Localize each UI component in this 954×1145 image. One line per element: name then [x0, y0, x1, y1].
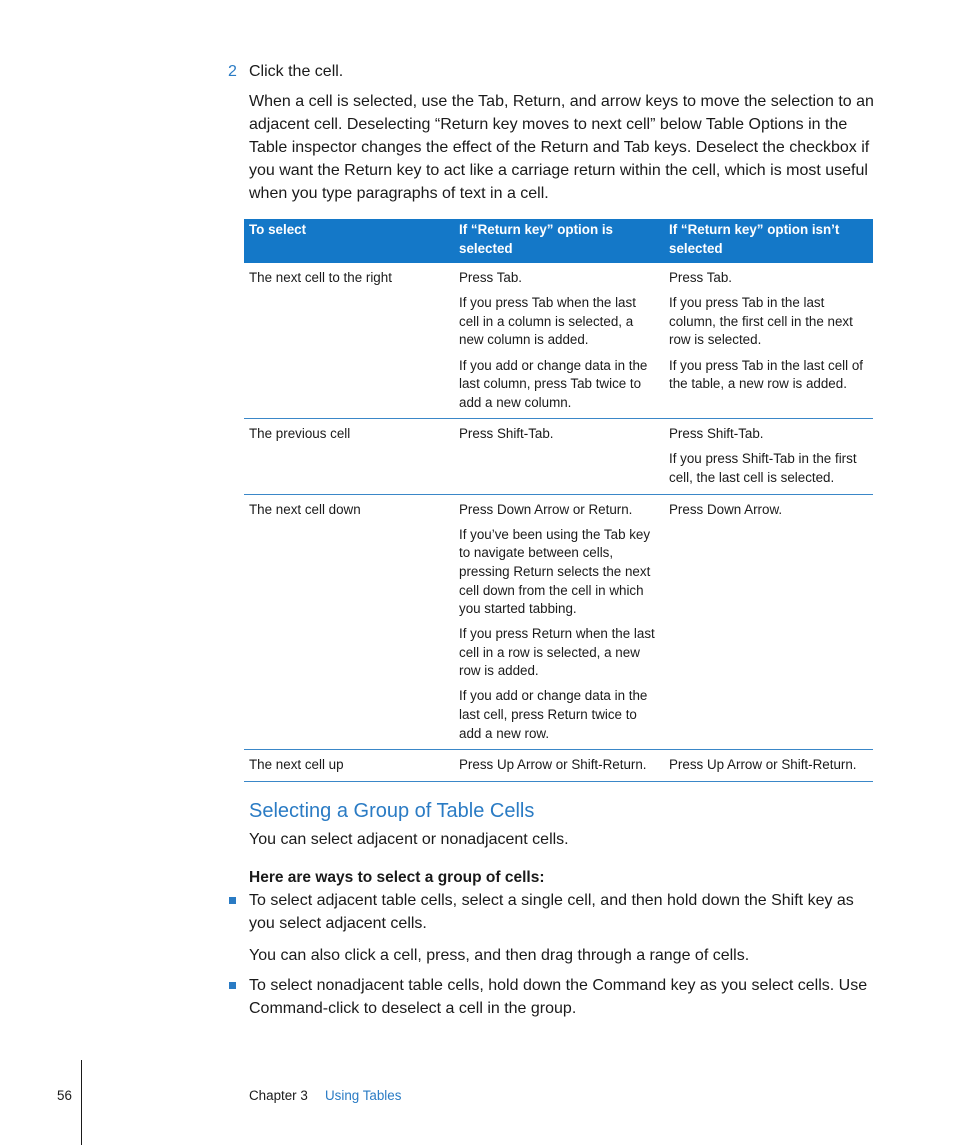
row-not-selected — [664, 494, 873, 750]
row-not-selected — [664, 750, 873, 782]
square-bullet-icon — [229, 982, 236, 989]
table-row — [244, 419, 873, 494]
row-selected — [454, 494, 664, 750]
cell-text: Press Tab. — [669, 270, 733, 286]
cell-text: Press Down Arrow. — [669, 501, 783, 517]
cell-text: The next cell down — [249, 501, 361, 517]
cell-text: If you add or change data in the last column, press Tab twice to add a new column. — [459, 357, 648, 410]
ways-heading: Here are ways to select a group of cells: — [249, 869, 545, 886]
cell-text: The previous cell — [249, 426, 351, 442]
footer-divider — [81, 1060, 82, 1145]
table-header-row — [244, 219, 873, 263]
cell-text: Press Tab. — [459, 270, 523, 286]
table-row — [244, 494, 873, 750]
step-text: Click the cell. — [249, 63, 344, 80]
cell-text: If you press Tab in the last column, the first cell in the next row is selected. — [669, 295, 853, 348]
row-selected — [454, 750, 664, 782]
row-not-selected — [664, 419, 873, 494]
cell-text: The next cell up — [249, 757, 344, 773]
bullet-text: To select adjacent table cells, select a single cell, and then hold down the Shift key as you select adjacent cells. — [249, 892, 854, 932]
cell-text: If you press Return when the last cell in a row is selected, a new row is added. — [459, 626, 655, 679]
cell-text: If you press Tab when the last cell in a column is selected, a new column is added. — [459, 295, 636, 348]
cell-text: Press Shift-Tab. — [669, 426, 764, 442]
table-row — [244, 750, 873, 782]
row-target — [244, 750, 454, 782]
bullet-subtext: You can also click a cell, press, and then drag through a range of cells. — [249, 947, 750, 964]
footer-chapter-title: Using Tables — [325, 1088, 402, 1103]
cell-text: If you’ve been using the Tab key to navigate between cells, pressing Return selects the next cell down from the cell in which you started tabbing. — [459, 526, 651, 617]
footer-chapter: Chapter 3 — [249, 1088, 308, 1103]
cell-text: Press Down Arrow or Return. — [459, 501, 633, 517]
section-title: Selecting a Group of Table Cells — [249, 800, 535, 822]
key-navigation-table — [244, 219, 873, 782]
bullet-item-nonadjacent — [228, 974, 873, 1020]
header-to-select: To select — [244, 219, 454, 263]
row-not-selected — [664, 263, 873, 419]
cell-text: If you press Tab in the last cell of the table, a new row is added. — [669, 357, 864, 392]
bullet-item-adjacent — [228, 889, 873, 935]
row-target — [244, 419, 454, 494]
row-target — [244, 263, 454, 419]
cell-text: Press Up Arrow or Shift-Return. — [459, 757, 647, 773]
cell-text: If you add or change data in the last cell, press Return twice to add a new row. — [459, 688, 648, 741]
table-row — [244, 263, 873, 419]
step-number: 2 — [228, 63, 237, 80]
step-paragraph: When a cell is selected, use the Tab, Return, and arrow keys to move the selection to an adjacent cell. Deselecting “Return key moves to next cell” below Table Options in the Table inspector changes the effect of the Return and Tab keys. Deselect the checkbox if you want the Return key to act like a carriage return within the cell, which is most useful when you type paragraphs of text in a cell. — [249, 93, 874, 202]
row-target — [244, 494, 454, 750]
cell-text: Press Up Arrow or Shift-Return. — [669, 757, 857, 773]
header-return-selected: If “Return key” option is selected — [454, 219, 664, 263]
section-intro: You can select adjacent or nonadjacent cells. — [249, 831, 569, 848]
bullet-text: To select nonadjacent table cells, hold down the Command key as you select cells. Use Command-click to deselect a cell in the group. — [249, 977, 868, 1017]
header-return-not-selected: If “Return key” option isn’t selected — [664, 219, 873, 263]
page-number: 56 — [57, 1088, 72, 1103]
row-selected — [454, 419, 664, 494]
row-selected — [454, 263, 664, 419]
cell-text: If you press Shift-Tab in the first cell, the last cell is selected. — [669, 451, 857, 486]
cell-text: Press Shift-Tab. — [459, 426, 554, 442]
square-bullet-icon — [229, 897, 236, 904]
cell-text: The next cell to the right — [249, 270, 392, 286]
